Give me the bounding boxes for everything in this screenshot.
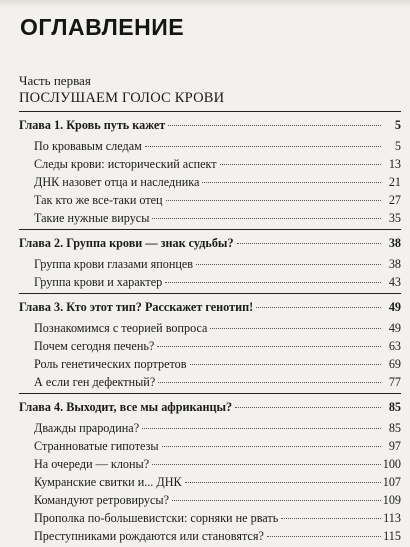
dot-leader [142,428,381,429]
page-number: 63 [388,339,401,353]
chapter-block [19,293,401,391]
toc-heading: ОГЛАВЛЕНИЕ [20,14,185,40]
page-number: 115 [383,529,401,543]
section-entry-title: Странноватые гипотезы [34,439,159,453]
section-entry-title: ДНК назовет отца и наследника [34,175,200,189]
dot-leader [166,200,381,201]
section-entry-title: Преступниками рождаются или становятся? [34,529,264,543]
section-entry[interactable] [19,419,401,437]
section-entry[interactable] [19,319,401,337]
dot-leader [202,182,381,183]
section-entry[interactable] [19,137,401,155]
table-of-contents-page [19,14,401,547]
section-entry[interactable] [19,173,401,191]
dot-leader [157,346,381,347]
previous-page-bleed [0,0,410,8]
page-number: 5 [394,118,401,132]
dot-leader [235,407,381,408]
dot-leader [210,328,381,329]
page-number: 107 [382,475,401,489]
section-entry-title: Такие нужные вирусы [34,211,150,225]
chapter-block [19,111,401,227]
dot-leader [162,446,381,447]
dot-leader [152,218,381,219]
chapter-entry-title: Глава 3. Кто этот тип? Расскажет генотип! [19,300,254,314]
section-entry-title: Роль генетических портретов [34,357,187,371]
chapter-entry-title: Глава 2. Группа крови — знак судьбы? [19,236,234,250]
chapter-entry[interactable] [19,298,401,316]
dot-leader [172,500,381,501]
chapter-entry-title: Глава 4. Выходит, все мы африканцы? [19,400,233,414]
chapter-block [19,229,401,291]
section-entry[interactable] [19,455,401,473]
dot-leader [281,518,381,519]
section-entry[interactable] [19,337,401,355]
section-entry-title: Командуют ретровирусы? [34,493,170,507]
section-entry[interactable] [19,273,401,291]
section-entry-title: Кумранские свитки и... ДНК [34,475,182,489]
section-entry[interactable] [19,437,401,455]
section-entry-title: Дважды прародина? [34,421,140,435]
chapter-entry[interactable] [19,116,401,134]
chapter-entry[interactable] [19,398,401,416]
dot-leader [267,536,381,537]
dot-leader [220,164,381,165]
dot-leader [158,382,381,383]
section-entry-title: А если ген дефектный? [34,375,156,389]
chapter-entry[interactable] [19,234,401,252]
page-number: 38 [388,257,401,271]
section-entry-title: Так кто же все-таки отец [34,193,163,207]
page-number: 49 [388,321,401,335]
page-number: 69 [388,357,401,371]
dot-leader [256,307,381,308]
section-entry-title: Группа крови и характер [34,275,163,289]
page-number: 113 [383,511,401,525]
page-number: 27 [388,193,401,207]
page-number: 85 [388,421,401,435]
dot-leader [196,264,381,265]
section-entry[interactable] [19,473,401,491]
chapter-entry-title: Глава 1. Кровь путь кажет [19,118,166,132]
chapter-block [19,393,401,545]
section-entry[interactable] [19,491,401,509]
part-label: Часть первая [19,73,91,88]
section-entry[interactable] [19,255,401,273]
section-entry-title: Почем сегодня печень? [34,339,155,353]
dot-leader [190,364,382,365]
section-entry[interactable] [19,355,401,373]
dot-leader [185,482,381,483]
dot-leader [145,146,381,147]
section-entry-title: Следы крови: исторический аспект [34,157,217,171]
section-entry[interactable] [19,155,401,173]
section-entry[interactable] [19,373,401,391]
page-number: 35 [388,211,401,225]
dot-leader [168,125,381,126]
page-number: 21 [388,175,401,189]
dot-leader [165,282,381,283]
dot-leader [237,243,381,244]
page-number: 109 [382,493,401,507]
page-number: 85 [388,400,401,414]
section-entry[interactable] [19,191,401,209]
section-entry-title: Познакомимся с теорией вопроса [34,321,208,335]
section-entry[interactable] [19,527,401,545]
page-number: 97 [388,439,401,453]
section-entry-title: На очереди — клоны? [34,457,150,471]
page-number: 100 [382,457,401,471]
toc-list [19,111,401,545]
section-entry-title: Группа крови глазами японцев [34,257,194,271]
part-title: ПОСЛУШАЕМ ГОЛОС КРОВИ [19,90,225,106]
dot-leader [152,464,381,465]
section-entry-title: Прополка по-большевистски: сорняки не рвать [34,511,279,525]
page-number: 13 [388,157,401,171]
section-entry-title: По кровавым следам [34,139,142,153]
page-number: 38 [388,236,401,250]
page-number: 49 [388,300,401,314]
page-number: 43 [388,275,401,289]
section-entry[interactable] [19,509,401,527]
page-number: 77 [388,375,401,389]
page-number: 5 [394,139,401,153]
section-entry[interactable] [19,209,401,227]
